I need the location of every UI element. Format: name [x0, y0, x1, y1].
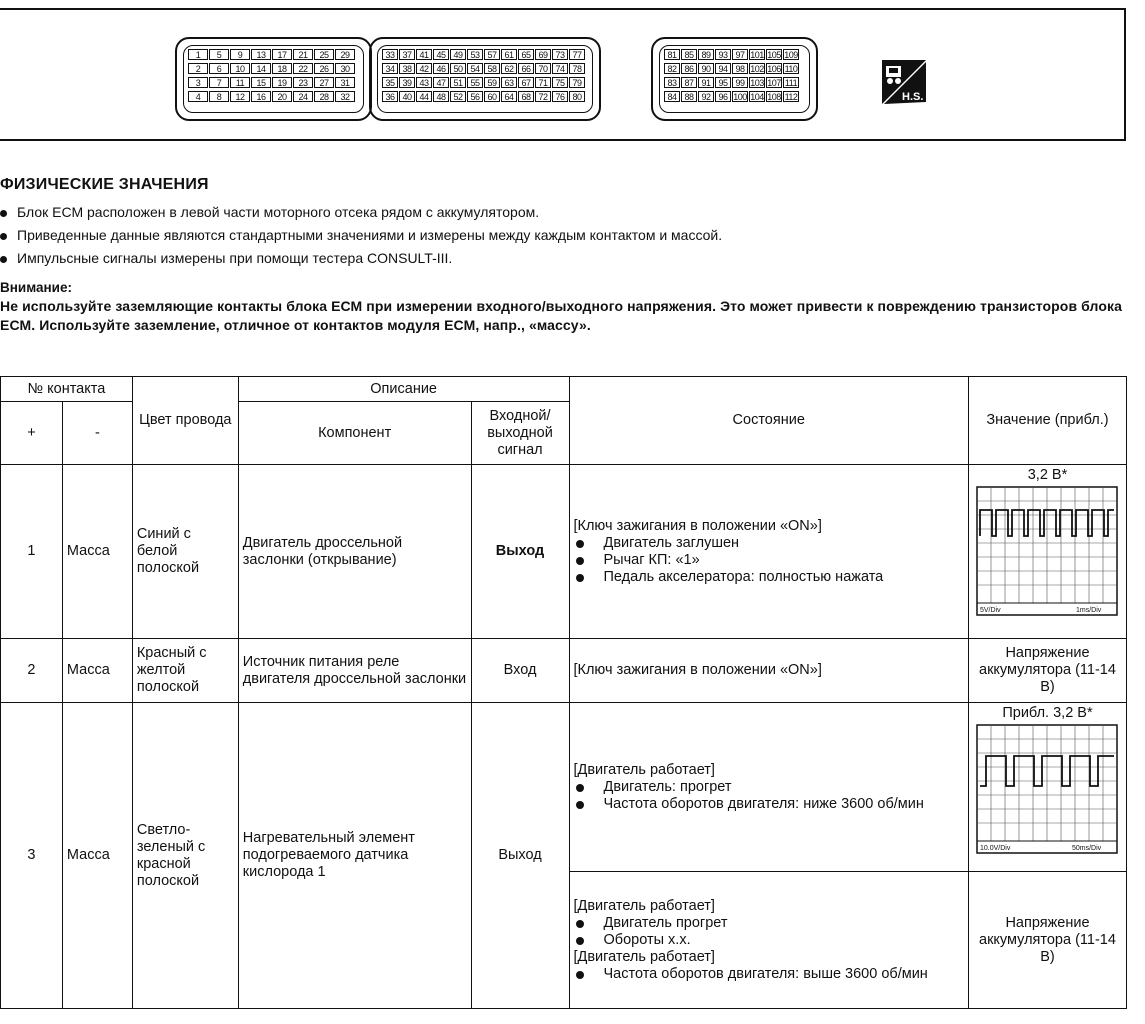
connector-pin: 25: [314, 49, 334, 60]
connector-pin: 95: [715, 77, 731, 88]
connector-pin-row: [664, 77, 800, 89]
connector-pin: 23: [293, 77, 313, 88]
connector-pin: 88: [681, 91, 697, 102]
connector-pin: 26: [314, 63, 334, 74]
connector-pin: 65: [518, 49, 534, 60]
svg-text:1ms/Div: 1ms/Div: [1076, 607, 1102, 614]
value-label: Прибл. 3,2 В*: [1002, 705, 1093, 721]
condition-item: Обороты х.х.: [574, 932, 964, 949]
connector-pin: 55: [467, 77, 483, 88]
connector-pin: 17: [272, 49, 292, 60]
cell-minus: Масса: [62, 465, 132, 639]
cell-io: Выход: [471, 465, 569, 639]
header-description: Описание: [238, 377, 569, 402]
connector-pin: 80: [569, 91, 585, 102]
connector-pin: 3: [188, 77, 208, 88]
connector-pin: 59: [484, 77, 500, 88]
connector-pin: 75: [552, 77, 568, 88]
connector-pin: 63: [501, 77, 517, 88]
cell-component: Источник питания реле двигателя дроссельной заслонки: [238, 639, 471, 703]
warning-title: Внимание:: [0, 280, 72, 295]
connector-pin-row: [664, 49, 800, 61]
condition-item: Частота оборотов двигателя: выше 3600 об/мин: [574, 966, 964, 983]
connector-pin: 50: [450, 63, 466, 74]
connector-pin: 11: [230, 77, 250, 88]
connector-pin: 41: [416, 49, 432, 60]
connector-pin-row: [664, 91, 800, 103]
cell-condition: [569, 703, 968, 872]
bullet-1: Блок ЕСМ расположен в левой части моторного отсека рядом с аккумулятором.: [0, 204, 539, 221]
connector-pin: 24: [293, 91, 313, 102]
cell-condition: [569, 465, 968, 639]
connector-pin: 85: [681, 49, 697, 60]
harness-side-icon: [882, 60, 926, 104]
connector-pin: 22: [293, 63, 313, 74]
connector-pin: 40: [399, 91, 415, 102]
connector-pin: 16: [251, 91, 271, 102]
svg-text:50ms/Div: 50ms/Div: [1072, 845, 1102, 852]
connector-pin: 105: [767, 50, 781, 60]
connector-pin: 45: [433, 49, 449, 60]
cell-component: Нагревательный элемент подогреваемого датчика кислорода 1: [238, 703, 471, 1009]
connector-pin: 64: [501, 91, 517, 102]
connector-pin: 92: [698, 91, 714, 102]
cell-plus: 1: [1, 465, 63, 639]
connector-block-1: [175, 37, 372, 121]
connector-pin: 44: [416, 91, 432, 102]
connector-pin: 30: [335, 63, 355, 74]
cell-minus: Масса: [62, 639, 132, 703]
table-row: [1, 639, 1127, 703]
connector-pin: 93: [715, 49, 731, 60]
connector-pin: 60: [484, 91, 500, 102]
condition-item: Двигатель: прогрет: [574, 779, 964, 796]
condition-heading: [Двигатель работает]: [573, 897, 715, 914]
cell-io: Вход: [471, 639, 569, 703]
connector-pin: 49: [450, 49, 466, 60]
header-pin-no: № контакта: [1, 377, 133, 402]
connector-pin: 102: [750, 64, 764, 74]
condition-item: Частота оборотов двигателя: ниже 3600 об/мин: [574, 796, 964, 813]
connector-pin: 72: [535, 91, 551, 102]
connector-pin: 90: [698, 63, 714, 74]
bullet-2: Приведенные данные являются стандартными значениями и измерены между каждым контактом и массой.: [0, 227, 722, 244]
value-label: 3,2 В*: [1027, 467, 1068, 483]
header-io: Входной/ выходной сигнал: [471, 402, 569, 465]
connector-pin: 69: [535, 49, 551, 60]
connector-pin: 109: [784, 50, 798, 60]
condition-heading: [Двигатель работает]: [573, 761, 715, 778]
connector-pin: 111: [784, 78, 798, 88]
connector-pin: 86: [681, 63, 697, 74]
connector-pin: 6: [209, 63, 229, 74]
connector-pin: 76: [552, 91, 568, 102]
connector-pin: 56: [467, 91, 483, 102]
connector-pin: 108: [767, 92, 781, 102]
connector-pin: 87: [681, 77, 697, 88]
cell-wire-color: Светло-зеленый с красной полоской: [132, 703, 238, 1009]
cell-io: Выход: [471, 703, 569, 1009]
connector-pin: 37: [399, 49, 415, 60]
connector-block-2: [369, 37, 601, 121]
connector-pin: 78: [569, 63, 585, 74]
header-minus: -: [62, 402, 132, 465]
connector-pin: 51: [450, 77, 466, 88]
connector-pin: 13: [251, 49, 271, 60]
connector-pin: 36: [382, 91, 398, 102]
connector-pin: 54: [467, 63, 483, 74]
connector-pin: 77: [569, 49, 585, 60]
header-wire-color: Цвет провода: [132, 377, 238, 465]
svg-text:10.0V/Div: 10.0V/Div: [980, 845, 1011, 852]
connector-pin: 70: [535, 63, 551, 74]
warning-text: Не используйте заземляющие контакты блока ЕСМ при измерении входного/выходного напряжения. Это может привести к повреждению транзисторов блока ЕСМ. Используйте заземление, отличное от контактов модуля ЕСМ, напр., «массу».: [0, 298, 1122, 333]
connector-pin: 107: [767, 78, 781, 88]
connector-pin: 53: [467, 49, 483, 60]
connector-pin: 68: [518, 91, 534, 102]
connector-pin: 101: [750, 50, 764, 60]
table-header-row-1: [1, 377, 1127, 402]
connector-pin: 62: [501, 63, 517, 74]
connector-pin: 61: [501, 49, 517, 60]
connector-pin: 67: [518, 77, 534, 88]
connector-pin: 84: [664, 91, 680, 102]
connector-block-3: [651, 37, 818, 121]
connector-pin: 106: [767, 64, 781, 74]
header-condition: Состояние: [569, 377, 968, 465]
connector-pin: 35: [382, 77, 398, 88]
connector-pin: 28: [314, 91, 334, 102]
connector-pin: 15: [251, 77, 271, 88]
cell-component: Двигатель дроссельной заслонки (открывание): [238, 465, 471, 639]
condition-item: Двигатель прогрет: [574, 915, 964, 932]
connector-pin-row: [188, 91, 356, 103]
section-title: ФИЗИЧЕСКИЕ ЗНАЧЕНИЯ: [0, 176, 209, 193]
connector-pin: 112: [784, 92, 798, 102]
connector-pin-row: [188, 77, 356, 89]
connector-pin: 47: [433, 77, 449, 88]
svg-text:H.S.: H.S.: [902, 91, 924, 103]
connector-pin: 12: [230, 91, 250, 102]
connector-pin: 94: [715, 63, 731, 74]
connector-pin: 52: [450, 91, 466, 102]
connector-pin: 31: [335, 77, 355, 88]
condition-heading: [Двигатель работает]: [573, 948, 715, 965]
connector-pin: 99: [732, 77, 748, 88]
connector-pin: 98: [732, 63, 748, 74]
cell-value: [968, 703, 1126, 872]
connector-pin: 19: [272, 77, 292, 88]
cell-condition: [Ключ зажигания в положении «ON»]: [569, 639, 968, 703]
connector-pin: 33: [382, 49, 398, 60]
cell-plus: 2: [1, 639, 63, 703]
cell-condition: [569, 872, 968, 1009]
connector-pin: 10: [230, 63, 250, 74]
connector-pin: 103: [750, 78, 764, 88]
header-plus: +: [1, 402, 63, 465]
condition-item: Педаль акселератора: полностью нажата: [574, 569, 964, 586]
bullet-3: Импульсные сигналы измерены при помощи тестера CONSULT-III.: [0, 250, 452, 267]
connector-pin: 18: [272, 63, 292, 74]
connector-pin: 5: [209, 49, 229, 60]
connector-pin: 83: [664, 77, 680, 88]
pin-values-table: [0, 376, 1127, 1009]
connector-pin-row: [664, 63, 800, 75]
header-value: Значение (прибл.): [968, 377, 1126, 465]
connector-pin: 43: [416, 77, 432, 88]
connector-pin: 71: [535, 77, 551, 88]
connector-pin: 48: [433, 91, 449, 102]
table-row: [1, 465, 1127, 639]
oscilloscope-waveform-1: [976, 486, 1118, 616]
cell-value: Напряжение аккумулятора (11-14 В): [968, 872, 1126, 1009]
connector-pin: 29: [335, 49, 355, 60]
connector-pin: 14: [251, 63, 271, 74]
condition-item: Двигатель заглушен: [574, 535, 964, 552]
connector-pin: 110: [784, 64, 798, 74]
connector-pin: 58: [484, 63, 500, 74]
cell-wire-color: Красный с желтой полоской: [132, 639, 238, 703]
cell-value: Напряжение аккумулятора (11-14 В): [968, 639, 1126, 703]
connector-pin: 27: [314, 77, 334, 88]
connector-pin: 57: [484, 49, 500, 60]
connector-pin: 89: [698, 49, 714, 60]
connector-pin-row: [188, 49, 356, 61]
connector-pin: 81: [664, 49, 680, 60]
connector-pin-row: [382, 49, 586, 61]
connector-pin: 20: [272, 91, 292, 102]
connector-pin-row: [382, 77, 586, 89]
connector-pin-row: [382, 63, 586, 75]
cell-wire-color: Синий с белой полоской: [132, 465, 238, 639]
connector-pin: 82: [664, 63, 680, 74]
connector-pin: 91: [698, 77, 714, 88]
connector-pin: 104: [750, 92, 764, 102]
connector-pin: 2: [188, 63, 208, 74]
connector-pin: 66: [518, 63, 534, 74]
header-component: Компонент: [238, 402, 471, 465]
connector-pin: 34: [382, 63, 398, 74]
cell-value: [968, 465, 1126, 639]
connector-pin: 7: [209, 77, 229, 88]
connector-pin: 42: [416, 63, 432, 74]
connector-pin: 32: [335, 91, 355, 102]
svg-text:5V/Div: 5V/Div: [980, 607, 1002, 614]
connector-pin: 74: [552, 63, 568, 74]
table-row: [1, 703, 1127, 872]
connector-pin: 4: [188, 91, 208, 102]
condition-item: Рычаг КП: «1»: [574, 552, 964, 569]
connector-pin-row: [188, 63, 356, 75]
connector-pin: 9: [230, 49, 250, 60]
cell-minus: Масса: [62, 703, 132, 1009]
connector-pin-row: [382, 91, 586, 103]
connector-pin: 39: [399, 77, 415, 88]
connector-diagram-frame: [0, 8, 1126, 141]
condition-heading: [Ключ зажигания в положении «ON»]: [573, 517, 822, 534]
cell-plus: 3: [1, 703, 63, 1009]
connector-pin: 8: [209, 91, 229, 102]
connector-pin: 73: [552, 49, 568, 60]
connector-pin: 46: [433, 63, 449, 74]
connector-pin: 21: [293, 49, 313, 60]
connector-pin: 100: [733, 92, 747, 102]
connector-pin: 79: [569, 77, 585, 88]
connector-pin: 96: [715, 91, 731, 102]
oscilloscope-waveform-2: [976, 724, 1118, 854]
connector-pin: 38: [399, 63, 415, 74]
connector-pin: 97: [732, 49, 748, 60]
connector-pin: 1: [188, 49, 208, 60]
